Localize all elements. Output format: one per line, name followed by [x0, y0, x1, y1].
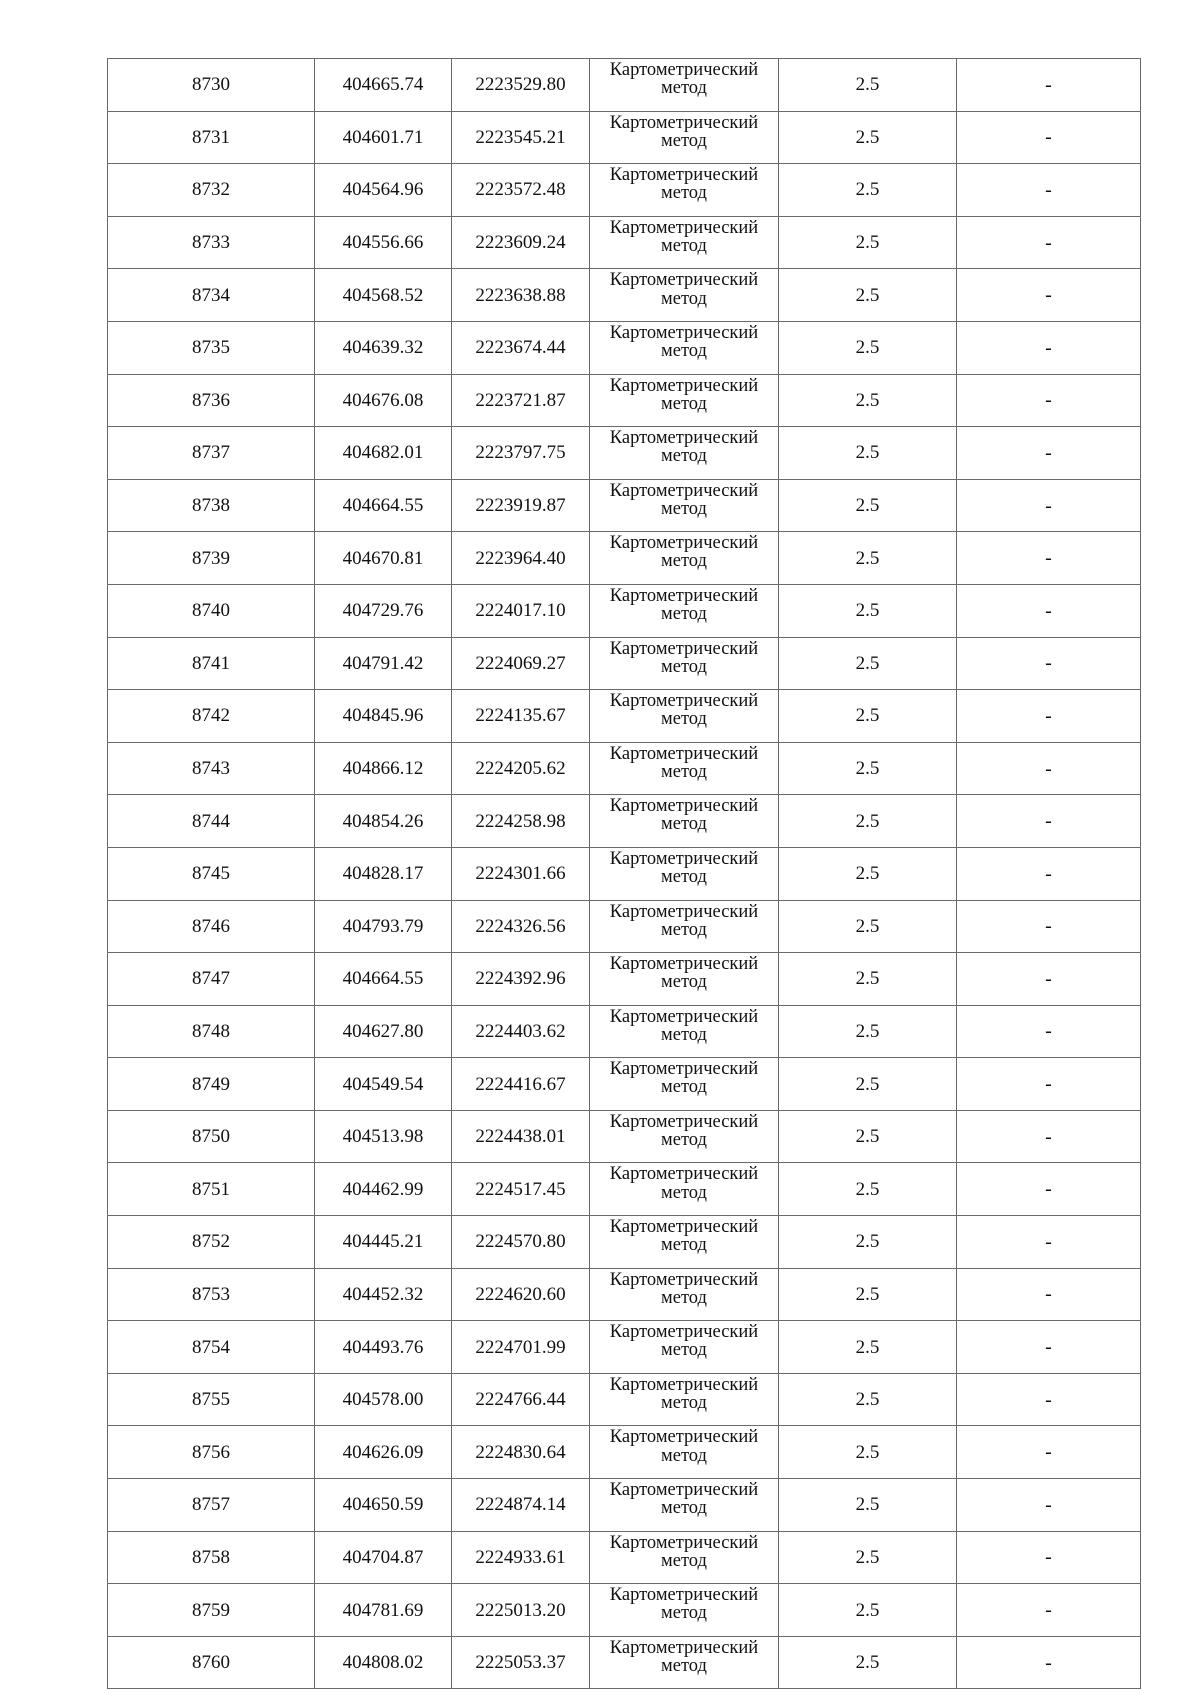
method-text-line2: метод: [661, 393, 707, 414]
method-text-line2: метод: [661, 604, 707, 625]
y-coordinate-cell: 2223721.87: [452, 374, 590, 427]
y-coordinate-cell: 2225053.37: [452, 1636, 590, 1689]
table-row: [108, 637, 1141, 690]
table-row: [108, 742, 1141, 795]
x-coordinate-cell: 404665.74: [315, 59, 452, 112]
method-cell: [590, 1268, 779, 1321]
method-text-line1: Картометрический: [609, 60, 759, 80]
method-text-line1: Картометрический: [609, 1585, 759, 1606]
x-coordinate-cell: 404664.55: [315, 479, 452, 532]
y-coordinate-cell: 2224392.96: [452, 953, 590, 1006]
accuracy-cell: 2.5: [779, 1216, 957, 1269]
table-row: [108, 1373, 1141, 1426]
method-text-line1: Картометрический: [609, 585, 759, 606]
method-text-line2: метод: [661, 341, 707, 362]
method-cell: [590, 1426, 779, 1479]
note-cell: -: [957, 1426, 1141, 1479]
x-coordinate-cell: 404828.17: [315, 847, 452, 900]
method-cell: [590, 321, 779, 374]
x-coordinate-cell: 404578.00: [315, 1373, 452, 1426]
table-row: [108, 1636, 1141, 1689]
x-coordinate-cell: 404601.71: [315, 111, 452, 164]
accuracy-cell: 2.5: [779, 1005, 957, 1058]
table-row: [108, 795, 1141, 848]
point-number-cell: 8734: [108, 269, 315, 322]
accuracy-cell: 2.5: [779, 1426, 957, 1479]
method-text-line2: метод: [661, 709, 707, 730]
accuracy-cell: 2.5: [779, 374, 957, 427]
y-coordinate-cell: 2223797.75: [452, 427, 590, 480]
note-cell: -: [957, 1584, 1141, 1637]
table-row: [108, 1268, 1141, 1321]
method-text-line2: метод: [661, 919, 707, 940]
table-row: [108, 1110, 1141, 1163]
point-number-cell: 8739: [108, 532, 315, 585]
method-cell: [590, 59, 779, 112]
accuracy-cell: 2.5: [779, 321, 957, 374]
y-coordinate-cell: 2224326.56: [452, 900, 590, 953]
y-coordinate-cell: 2223545.21: [452, 111, 590, 164]
note-cell: -: [957, 427, 1141, 480]
x-coordinate-cell: 404854.26: [315, 795, 452, 848]
method-text-line2: метод: [661, 1392, 707, 1413]
note-cell: -: [957, 1479, 1141, 1532]
method-text-line2: метод: [661, 1182, 707, 1203]
method-cell: [590, 427, 779, 480]
method-text-line1: Картометрический: [609, 533, 759, 554]
method-cell: [590, 900, 779, 953]
x-coordinate-cell: 404845.96: [315, 690, 452, 743]
accuracy-cell: 2.5: [779, 1531, 957, 1584]
note-cell: -: [957, 690, 1141, 743]
accuracy-cell: 2.5: [779, 795, 957, 848]
method-text-line1: Картометрический: [609, 1427, 759, 1448]
method-cell: [590, 216, 779, 269]
method-cell: [590, 584, 779, 637]
note-cell: -: [957, 216, 1141, 269]
accuracy-cell: 2.5: [779, 1110, 957, 1163]
method-text-line1: Картометрический: [609, 901, 759, 922]
point-number-cell: 8757: [108, 1479, 315, 1532]
method-cell: [590, 690, 779, 743]
x-coordinate-cell: 404650.59: [315, 1479, 452, 1532]
method-cell: [590, 479, 779, 532]
x-coordinate-cell: 404676.08: [315, 374, 452, 427]
x-coordinate-cell: 404682.01: [315, 427, 452, 480]
note-cell: -: [957, 164, 1141, 217]
coordinates-table-body: [108, 59, 1141, 1689]
x-coordinate-cell: 404626.09: [315, 1426, 452, 1479]
accuracy-cell: 2.5: [779, 637, 957, 690]
note-cell: -: [957, 1268, 1141, 1321]
accuracy-cell: 2.5: [779, 742, 957, 795]
accuracy-cell: 2.5: [779, 269, 957, 322]
y-coordinate-cell: 2224766.44: [452, 1373, 590, 1426]
method-text-line2: метод: [661, 1235, 707, 1256]
table-row: [108, 584, 1141, 637]
method-cell: [590, 1373, 779, 1426]
accuracy-cell: 2.5: [779, 1321, 957, 1374]
table-row: [108, 1058, 1141, 1111]
method-text-line2: метод: [661, 446, 707, 467]
note-cell: -: [957, 59, 1141, 112]
y-coordinate-cell: 2223638.88: [452, 269, 590, 322]
accuracy-cell: 2.5: [779, 1636, 957, 1689]
method-cell: [590, 1479, 779, 1532]
y-coordinate-cell: 2224933.61: [452, 1531, 590, 1584]
x-coordinate-cell: 404866.12: [315, 742, 452, 795]
method-text-line1: Картометрический: [609, 428, 759, 449]
method-text-line2: метод: [661, 1603, 707, 1624]
y-coordinate-cell: 2224069.27: [452, 637, 590, 690]
point-number-cell: 8753: [108, 1268, 315, 1321]
x-coordinate-cell: 404445.21: [315, 1216, 452, 1269]
accuracy-cell: 2.5: [779, 690, 957, 743]
method-cell: [590, 795, 779, 848]
x-coordinate-cell: 404670.81: [315, 532, 452, 585]
method-text-line2: метод: [661, 867, 707, 888]
table-row: [108, 427, 1141, 480]
method-text-line2: метод: [661, 656, 707, 677]
note-cell: -: [957, 1216, 1141, 1269]
x-coordinate-cell: 404639.32: [315, 321, 452, 374]
method-text-line2: метод: [661, 1498, 707, 1519]
table-row: [108, 532, 1141, 585]
accuracy-cell: 2.5: [779, 1373, 957, 1426]
y-coordinate-cell: 2223674.44: [452, 321, 590, 374]
point-number-cell: 8748: [108, 1005, 315, 1058]
point-number-cell: 8735: [108, 321, 315, 374]
x-coordinate-cell: 404729.76: [315, 584, 452, 637]
method-text-line2: метод: [661, 972, 707, 993]
method-text-line2: метод: [661, 1655, 707, 1676]
x-coordinate-cell: 404664.55: [315, 953, 452, 1006]
method-text-line1: Картометрический: [609, 743, 759, 764]
note-cell: -: [957, 847, 1141, 900]
accuracy-cell: 2.5: [779, 532, 957, 585]
point-number-cell: 8749: [108, 1058, 315, 1111]
y-coordinate-cell: 2224416.67: [452, 1058, 590, 1111]
coordinates-table: [107, 58, 1141, 1689]
method-text-line2: метод: [661, 1130, 707, 1150]
method-text-line1: Картометрический: [609, 480, 759, 501]
table-row: [108, 690, 1141, 743]
method-cell: [590, 742, 779, 795]
method-text-line2: метод: [661, 551, 707, 572]
table-row: [108, 374, 1141, 427]
x-coordinate-cell: 404513.98: [315, 1110, 452, 1163]
method-text-line1: Картометрический: [609, 1637, 759, 1658]
point-number-cell: 8755: [108, 1373, 315, 1426]
method-text-line1: Картометрический: [609, 375, 759, 396]
table-row: [108, 1531, 1141, 1584]
accuracy-cell: 2.5: [779, 59, 957, 112]
table-row: [108, 216, 1141, 269]
point-number-cell: 8743: [108, 742, 315, 795]
method-cell: [590, 164, 779, 217]
y-coordinate-cell: 2224135.67: [452, 690, 590, 743]
point-number-cell: 8746: [108, 900, 315, 953]
table-row: [108, 1216, 1141, 1269]
table-row: [108, 164, 1141, 217]
x-coordinate-cell: 404493.76: [315, 1321, 452, 1374]
accuracy-cell: 2.5: [779, 1163, 957, 1216]
y-coordinate-cell: 2223572.48: [452, 164, 590, 217]
method-text-line1: Картометрический: [609, 1480, 759, 1501]
point-number-cell: 8756: [108, 1426, 315, 1479]
y-coordinate-cell: 2224301.66: [452, 847, 590, 900]
method-text-line2: метод: [661, 761, 707, 782]
accuracy-cell: 2.5: [779, 1268, 957, 1321]
point-number-cell: 8731: [108, 111, 315, 164]
method-text-line2: метод: [661, 288, 707, 309]
method-text-line1: Картометрический: [609, 322, 759, 343]
y-coordinate-cell: 2224258.98: [452, 795, 590, 848]
point-number-cell: 8740: [108, 584, 315, 637]
table-row: [108, 900, 1141, 953]
method-text-line1: Картометрический: [609, 112, 759, 133]
note-cell: -: [957, 795, 1141, 848]
method-cell: [590, 1321, 779, 1374]
method-text-line1: Картометрический: [609, 954, 759, 975]
method-cell: [590, 1584, 779, 1637]
note-cell: -: [957, 584, 1141, 637]
method-text-line2: метод: [661, 130, 707, 151]
point-number-cell: 8758: [108, 1531, 315, 1584]
table-row: [108, 1163, 1141, 1216]
note-cell: -: [957, 1110, 1141, 1163]
table-row: [108, 847, 1141, 900]
method-cell: [590, 953, 779, 1006]
point-number-cell: 8737: [108, 427, 315, 480]
method-text-line1: Картометрический: [609, 1269, 759, 1290]
point-number-cell: 8752: [108, 1216, 315, 1269]
method-text-line1: Картометрический: [609, 1217, 759, 1238]
accuracy-cell: 2.5: [779, 1479, 957, 1532]
accuracy-cell: 2.5: [779, 900, 957, 953]
table-row: [108, 1426, 1141, 1479]
method-text-line2: метод: [661, 1340, 707, 1361]
point-number-cell: 8754: [108, 1321, 315, 1374]
note-cell: -: [957, 321, 1141, 374]
accuracy-cell: 2.5: [779, 1584, 957, 1637]
y-coordinate-cell: 2224874.14: [452, 1479, 590, 1532]
y-coordinate-cell: 2223529.80: [452, 59, 590, 112]
y-coordinate-cell: 2224017.10: [452, 584, 590, 637]
method-cell: [590, 532, 779, 585]
table-row: [108, 1584, 1141, 1637]
method-cell: [590, 637, 779, 690]
x-coordinate-cell: 404793.79: [315, 900, 452, 953]
point-number-cell: 8751: [108, 1163, 315, 1216]
accuracy-cell: 2.5: [779, 479, 957, 532]
table-row: [108, 321, 1141, 374]
note-cell: -: [957, 532, 1141, 585]
method-text-line1: Картометрический: [609, 1532, 759, 1553]
accuracy-cell: 2.5: [779, 584, 957, 637]
y-coordinate-cell: 2225013.20: [452, 1584, 590, 1637]
method-cell: [590, 1531, 779, 1584]
note-cell: -: [957, 742, 1141, 795]
note-cell: -: [957, 637, 1141, 690]
x-coordinate-cell: 404808.02: [315, 1636, 452, 1689]
y-coordinate-cell: 2224205.62: [452, 742, 590, 795]
y-coordinate-cell: 2224517.45: [452, 1163, 590, 1216]
point-number-cell: 8759: [108, 1584, 315, 1637]
table-row: [108, 479, 1141, 532]
accuracy-cell: 2.5: [779, 164, 957, 217]
point-number-cell: 8738: [108, 479, 315, 532]
accuracy-cell: 2.5: [779, 847, 957, 900]
method-cell: [590, 1005, 779, 1058]
y-coordinate-cell: 2224403.62: [452, 1005, 590, 1058]
note-cell: -: [957, 1531, 1141, 1584]
note-cell: -: [957, 1321, 1141, 1374]
table-row: [108, 111, 1141, 164]
point-number-cell: 8744: [108, 795, 315, 848]
x-coordinate-cell: 404549.54: [315, 1058, 452, 1111]
note-cell: -: [957, 1163, 1141, 1216]
method-text-line2: метод: [661, 814, 707, 835]
point-number-cell: 8750: [108, 1110, 315, 1163]
x-coordinate-cell: 404564.96: [315, 164, 452, 217]
point-number-cell: 8745: [108, 847, 315, 900]
note-cell: -: [957, 900, 1141, 953]
note-cell: -: [957, 269, 1141, 322]
method-text-line1: Картометрический: [609, 1322, 759, 1343]
point-number-cell: 8760: [108, 1636, 315, 1689]
note-cell: -: [957, 479, 1141, 532]
x-coordinate-cell: 404568.52: [315, 269, 452, 322]
method-cell: [590, 269, 779, 322]
table-row: [108, 1005, 1141, 1058]
x-coordinate-cell: 404781.69: [315, 1584, 452, 1637]
note-cell: -: [957, 374, 1141, 427]
point-number-cell: 8732: [108, 164, 315, 217]
method-cell: [590, 111, 779, 164]
table-row: [108, 1321, 1141, 1374]
method-text-line2: метод: [661, 235, 707, 256]
note-cell: -: [957, 1373, 1141, 1426]
note-cell: -: [957, 1005, 1141, 1058]
method-text-line1: Картометрический: [609, 1164, 759, 1185]
method-text-line1: Картометрический: [609, 848, 759, 869]
method-text-line1: Картометрический: [609, 691, 759, 712]
method-text-line2: метод: [661, 1024, 707, 1045]
x-coordinate-cell: 404462.99: [315, 1163, 452, 1216]
accuracy-cell: 2.5: [779, 1058, 957, 1111]
y-coordinate-cell: 2223964.40: [452, 532, 590, 585]
table-row: [108, 269, 1141, 322]
x-coordinate-cell: 404627.80: [315, 1005, 452, 1058]
note-cell: -: [957, 1058, 1141, 1111]
method-cell: [590, 1163, 779, 1216]
method-cell: [590, 1636, 779, 1689]
method-text-line1: Картометрический: [609, 165, 759, 186]
y-coordinate-cell: 2224620.60: [452, 1268, 590, 1321]
method-text-line1: Картометрический: [609, 1111, 759, 1132]
method-cell: [590, 1110, 779, 1163]
y-coordinate-cell: 2223609.24: [452, 216, 590, 269]
method-text-line1: Картометрический: [609, 638, 759, 659]
accuracy-cell: 2.5: [779, 427, 957, 480]
method-text-line2: метод: [661, 498, 707, 519]
note-cell: -: [957, 111, 1141, 164]
table-row: [108, 953, 1141, 1006]
table-row: [108, 59, 1141, 112]
accuracy-cell: 2.5: [779, 953, 957, 1006]
y-coordinate-cell: 2224701.99: [452, 1321, 590, 1374]
method-text-line2: метод: [661, 1445, 707, 1466]
method-cell: [590, 1216, 779, 1269]
y-coordinate-cell: 2223919.87: [452, 479, 590, 532]
note-cell: -: [957, 1636, 1141, 1689]
y-coordinate-cell: 2224438.01: [452, 1110, 590, 1163]
x-coordinate-cell: 404791.42: [315, 637, 452, 690]
point-number-cell: 8736: [108, 374, 315, 427]
x-coordinate-cell: 404556.66: [315, 216, 452, 269]
y-coordinate-cell: 2224830.64: [452, 1426, 590, 1479]
method-cell: [590, 847, 779, 900]
point-number-cell: 8733: [108, 216, 315, 269]
method-cell: [590, 374, 779, 427]
note-cell: -: [957, 953, 1141, 1006]
point-number-cell: 8730: [108, 59, 315, 112]
method-text-line2: метод: [661, 1077, 707, 1098]
table-row: [108, 1479, 1141, 1532]
method-text-line2: метод: [661, 1550, 707, 1571]
method-text-line1: Картометрический: [609, 1374, 759, 1395]
method-text-line1: Картометрический: [609, 270, 759, 291]
method-text-line1: Картометрический: [609, 796, 759, 817]
point-number-cell: 8742: [108, 690, 315, 743]
method-text-line2: метод: [661, 78, 707, 99]
point-number-cell: 8747: [108, 953, 315, 1006]
method-text-line1: Картометрический: [609, 1006, 759, 1027]
y-coordinate-cell: 2224570.80: [452, 1216, 590, 1269]
point-number-cell: 8741: [108, 637, 315, 690]
accuracy-cell: 2.5: [779, 216, 957, 269]
method-text-line2: метод: [661, 1287, 707, 1308]
x-coordinate-cell: 404452.32: [315, 1268, 452, 1321]
method-text-line1: Картометрический: [609, 1059, 759, 1080]
method-text-line2: метод: [661, 183, 707, 204]
accuracy-cell: 2.5: [779, 111, 957, 164]
method-text-line1: Картометрический: [609, 217, 759, 238]
method-cell: [590, 1058, 779, 1111]
x-coordinate-cell: 404704.87: [315, 1531, 452, 1584]
